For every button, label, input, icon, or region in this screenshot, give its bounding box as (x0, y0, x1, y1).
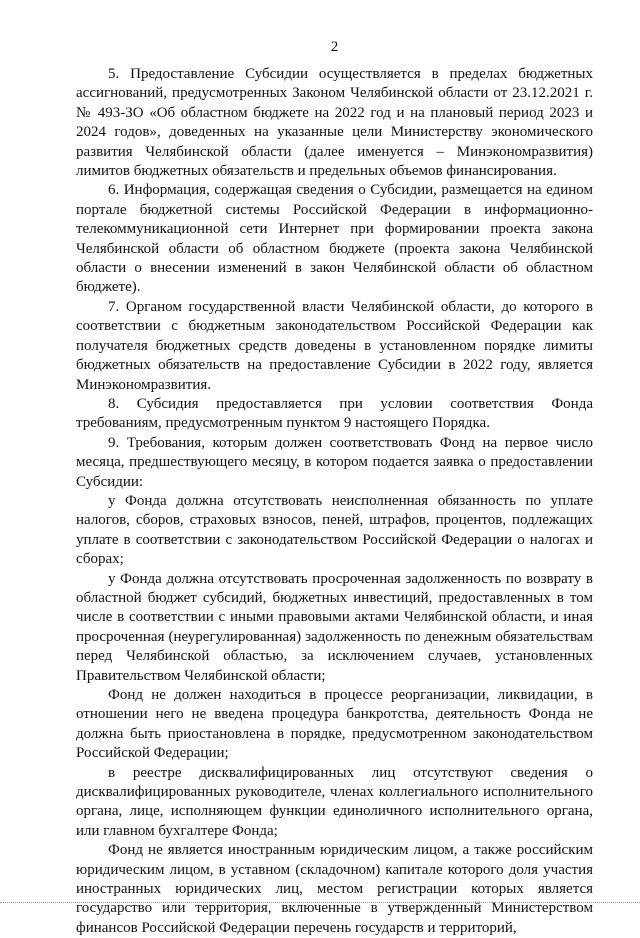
paragraph-8-subsidy-condition: 8. Субсидия предоставляется при условии соответствия Фонда требованиям, предусмотренным пунктом 9 настоящего Порядка. (76, 395, 593, 432)
paragraph-7-state-authority: 7. Органом государственной власти Челябинской области, до которого в соответствии с бюджетным законодательством Российской Федерации как получателя бюджетных средств доведены в установленном порядке лимиты бюджетных обязательств на предоставление Субсидии в 2022 году, является Минэкономразвития. (76, 298, 593, 393)
paragraph-5-subsidy-provision: 5. Предоставление Субсидии осуществляется в пределах бюджетных ассигнований, предусмотренных Законом Челябинской области от 23.12.2021 г. № 493-ЗО «Об областном бюджете на 2022 год и на плановый период 2023 и 2024 годов», доведенных на указанные цели Министерству экономического развития Челябинской области (далее именуется – Минэкономразвития) лимитов бюджетных обязательств и предельных объемов финансирования. (76, 66, 593, 180)
requirement-no-reorganization: Фонд не должен находиться в процессе реорганизации, ликвидации, в отношении него не введена процедура банкротства, деятельность Фонда не должна быть приостановлена в порядке, предусмотренном законодательством Российской Федерации; (76, 687, 593, 762)
requirement-not-foreign-entity: Фонд не является иностранным юридическим лицом, а также российским юридическим лицом, в уставном (складочном) капитале которого доля участия иностранных юридических лиц, местом регистрации которых является государство или территория, включенные в утвержденный Министерством финансов Российской Федерации перечень государств и территорий, (76, 842, 593, 936)
requirement-no-tax-debt: у Фонда должна отсутствовать неисполненная обязанность по уплате налогов, сборов, страховых взносов, пеней, штрафов, процентов, подлежащих уплате в соответствии с законодательством Российской Федерации о налогах и сборах; (76, 492, 593, 568)
paragraph-6-subsidy-information: 6. Информация, содержащая сведения о Субсидии, размещается на едином портале бюджетной системы Российской Федерации в информационно-телекоммуникационной сети Интернет при формировании проекта закона Челябинской области об областном бюджете (проекта закона Челябинской области о внесении изменений в закон Челябинской области об областном бюджете). (76, 182, 593, 296)
paragraph-9-requirements: 9. Требования, которым должен соответствовать Фонд на первое число месяца, предшествующего месяцу, в котором подается заявка о предоставлении Субсидии: (76, 434, 593, 490)
requirement-no-overdue-debt: у Фонда должна отсутствовать просроченная задолженность по возврату в областной бюджет субсидий, бюджетных инвестиций, предоставленных в том числе в соответствии с иными правовыми актами Челябинской области, и иная просроченная (неурегулированная) задолженность по денежным обязательствам перед Челябинской областью, за исключением случаев, установленных Правительством Челябинской области; (76, 570, 593, 684)
page-bottom-edge (0, 902, 640, 903)
page-number: 2 (330, 39, 339, 55)
requirement-no-disqualified-persons: в реестре дисквалифицированных лиц отсутствуют сведения о дисквалифицированных руководителе, членах коллегиального исполнительного органа, лице, исполняющем функции единоличного исполнительного органа, или главном бухгалтере Фонда; (76, 764, 593, 839)
